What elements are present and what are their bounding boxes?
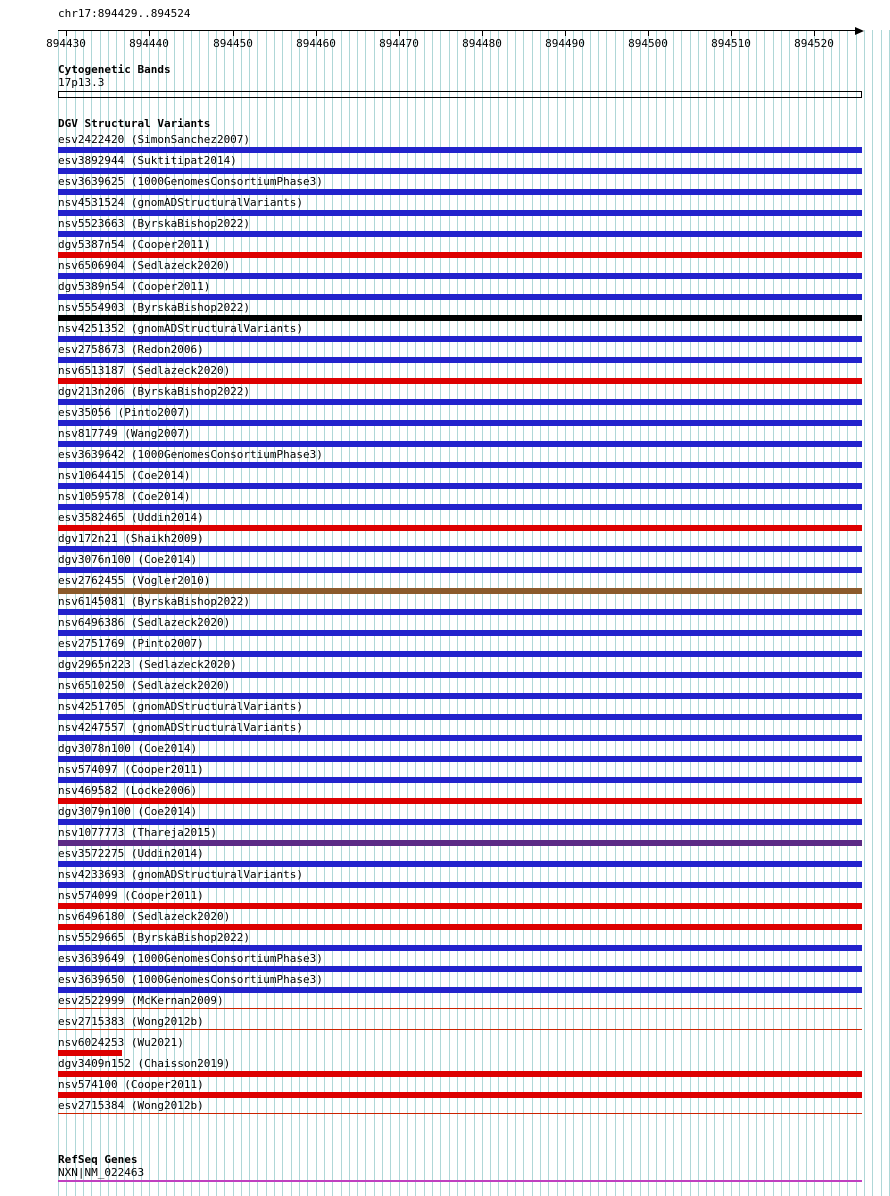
variant-bar[interactable] [58,567,862,573]
variant-label: dgv3078n100 (Coe2014) [58,742,198,755]
variant-bar[interactable] [58,588,862,594]
variant-label: esv2762455 (Vogler2010) [58,574,211,587]
variant-bar[interactable] [58,378,862,384]
variant-bar[interactable] [58,882,862,888]
variant-row [58,763,862,784]
variant-row [58,1078,862,1099]
variant-row [58,133,862,154]
variant-label: nsv469582 (Locke2006) [58,784,198,797]
variant-bar[interactable] [58,462,862,468]
variant-row [58,994,862,1015]
variant-label: esv2522999 (McKernan2009) [58,994,224,1007]
variant-row [58,301,862,322]
variant-bar[interactable] [58,525,862,531]
ruler-tick [316,31,317,36]
variant-bar[interactable] [58,273,862,279]
gridline [881,30,882,1196]
variant-row [58,1099,862,1120]
variant-label: nsv4233693 (gnomADStructuralVariants) [58,868,304,881]
variant-bar[interactable] [58,294,862,300]
ruler-line [58,30,856,31]
variant-row [58,1036,862,1057]
variant-label: esv35056 (Pinto2007) [58,406,191,419]
refseq-track [58,1153,862,1182]
variant-label: dgv2965n223 (Sedlazeck2020) [58,658,237,671]
variant-bar[interactable] [58,210,862,216]
variant-bar[interactable] [58,147,862,153]
variant-bar[interactable] [58,735,862,741]
variant-label: dgv3079n100 (Coe2014) [58,805,198,818]
ruler-tick [233,31,234,36]
variant-row [58,679,862,700]
variant-row [58,700,862,721]
variant-row [58,175,862,196]
variant-row [58,196,862,217]
variant-row [58,742,862,763]
cytoband-track-title: Cytogenetic Bands [58,63,171,76]
variant-bar[interactable] [58,420,862,426]
variant-row [58,406,862,427]
variant-label: dgv172n21 (Shaikh2009) [58,532,204,545]
variant-row [58,511,862,532]
variant-row [58,637,862,658]
variant-bar[interactable] [58,651,862,657]
variant-row [58,658,862,679]
variant-bar[interactable] [58,903,862,909]
variant-bar[interactable] [58,777,862,783]
region-label: chr17:894429..894524 [58,7,191,20]
variant-bar[interactable] [58,924,862,930]
variant-row [58,973,862,994]
variant-label: dgv5389n54 (Cooper2011) [58,280,211,293]
variant-row [58,322,862,343]
variant-label: nsv4251352 (gnomADStructuralVariants) [58,322,304,335]
variant-row [58,532,862,553]
variant-bar[interactable] [58,231,862,237]
variant-bar[interactable] [58,630,862,636]
variant-bar[interactable] [58,945,862,951]
variant-label: esv3582465 (Uddin2014) [58,511,204,524]
variant-label: nsv817749 (Wang2007) [58,427,191,440]
gene-name: NXN|NM_022463 [58,1166,145,1179]
ruler-tick-label: 894470 [379,37,419,50]
gridline [864,30,865,1196]
variant-row [58,910,862,931]
variant-bar[interactable] [58,1092,862,1098]
variant-label: nsv5529665 (ByrskaBishop2022) [58,931,251,944]
variant-bar[interactable] [58,399,862,405]
variant-label: dgv5387n54 (Cooper2011) [58,238,211,251]
variant-row [58,784,862,805]
variant-label: nsv5554903 (ByrskaBishop2022) [58,301,251,314]
variant-bar[interactable] [58,966,862,972]
variant-row [58,574,862,595]
variant-row [58,553,862,574]
variant-label: nsv5523663 (ByrskaBishop2022) [58,217,251,230]
variant-label: esv3639649 (1000GenomesConsortiumPhase3) [58,952,323,965]
ruler-tick [66,31,67,36]
variant-row [58,427,862,448]
variant-row [58,364,862,385]
variant-bar[interactable] [58,168,862,174]
variant-label: esv2422420 (SimonSanchez2007) [58,133,251,146]
variant-label: nsv574097 (Cooper2011) [58,763,204,776]
variant-label: nsv6506904 (Sedlazeck2020) [58,259,231,272]
variant-bar[interactable] [58,672,862,678]
variant-bar[interactable] [58,714,862,720]
variant-bar[interactable] [58,756,862,762]
dgv-variant-list [58,133,862,1120]
gridline [872,30,873,1196]
variant-label: esv2715384 (Wong2012b) [58,1099,204,1112]
variant-bar[interactable] [58,1071,862,1077]
variant-row [58,280,862,301]
variant-row [58,385,862,406]
variant-row [58,259,862,280]
variant-bar[interactable] [58,609,862,615]
variant-row [58,154,862,175]
variant-row [58,952,862,973]
variant-label: dgv3076n100 (Coe2014) [58,553,198,566]
variant-label: esv2715383 (Wong2012b) [58,1015,204,1028]
variant-label: nsv6024253 (Wu2021) [58,1036,184,1049]
variant-label: nsv6510250 (Sedlazeck2020) [58,679,231,692]
variant-row [58,595,862,616]
variant-bar[interactable] [58,357,862,363]
variant-row [58,616,862,637]
ruler-tick [399,31,400,36]
dgv-track [58,117,862,1120]
variant-label: nsv574100 (Cooper2011) [58,1078,204,1091]
variant-bar[interactable] [58,819,862,825]
cytoband-band[interactable] [58,91,862,98]
variant-label: nsv1064415 (Coe2014) [58,469,191,482]
variant-row [58,217,862,238]
variant-bar[interactable] [58,504,862,510]
variant-row [58,868,862,889]
variant-label: esv2758673 (Redon2006) [58,343,204,356]
ruler-tick [731,31,732,36]
variant-bar[interactable] [58,798,862,804]
variant-label: nsv1077773 (Thareja2015) [58,826,217,839]
ruler-tick [482,31,483,36]
variant-bar[interactable] [58,693,862,699]
arrow-right-icon [855,27,864,35]
variant-row [58,847,862,868]
variant-row [58,490,862,511]
variant-label: nsv4531524 (gnomADStructuralVariants) [58,196,304,209]
variant-label: esv3639642 (1000GenomesConsortiumPhase3) [58,448,323,461]
variant-label: esv3639625 (1000GenomesConsortiumPhase3) [58,175,323,188]
variant-label: nsv6496180 (Sedlazeck2020) [58,910,231,923]
ruler-tick-label: 894520 [794,37,834,50]
variant-row [58,238,862,259]
variant-label: nsv6145081 (ByrskaBishop2022) [58,595,251,608]
ruler-tick [648,31,649,36]
variant-row [58,1057,862,1078]
variant-row [58,469,862,490]
variant-label: esv3639650 (1000GenomesConsortiumPhase3) [58,973,323,986]
variant-bar[interactable] [58,483,862,489]
variant-bar[interactable] [58,189,862,195]
variant-bar[interactable] [58,987,862,993]
variant-bar[interactable] [58,1050,122,1056]
variant-row [58,343,862,364]
variant-label: nsv574099 (Cooper2011) [58,889,204,902]
variant-label: esv3572275 (Uddin2014) [58,847,204,860]
variant-label: dgv3409n152 (Chaisson2019) [58,1057,231,1070]
variant-label: nsv6496386 (Sedlazeck2020) [58,616,231,629]
ruler-tick-label: 894450 [213,37,253,50]
ruler-tick [814,31,815,36]
variant-label: nsv4251705 (gnomADStructuralVariants) [58,700,304,713]
variant-row [58,721,862,742]
variant-bar[interactable] [58,861,862,867]
variant-bar[interactable] [58,336,862,342]
refseq-track-title: RefSeq Genes [58,1153,138,1166]
variant-row [58,889,862,910]
variant-bar[interactable] [58,252,862,258]
ruler-tick-label: 894460 [296,37,336,50]
variant-bar[interactable] [58,1113,862,1114]
variant-row [58,1015,862,1036]
variant-row [58,826,862,847]
variant-bar[interactable] [58,840,862,846]
variant-label: dgv213n206 (ByrskaBishop2022) [58,385,251,398]
variant-label: esv3892944 (Suktitipat2014) [58,154,237,167]
variant-label: nsv1059578 (Coe2014) [58,490,191,503]
gene-bar[interactable] [58,1180,862,1182]
variant-bar[interactable] [58,441,862,447]
ruler-tick-label: 894490 [545,37,585,50]
cytoband-track [58,63,862,98]
ruler-tick-label: 894430 [46,37,86,50]
variant-row [58,805,862,826]
ruler-tick-label: 894500 [628,37,668,50]
ruler-tick-label: 894510 [711,37,751,50]
variant-bar[interactable] [58,315,862,321]
ruler-tick [149,31,150,36]
variant-bar[interactable] [58,1029,862,1030]
variant-row [58,931,862,952]
dgv-track-title: DGV Structural Variants [58,117,211,130]
variant-label: nsv6513187 (Sedlazeck2020) [58,364,231,377]
variant-row [58,448,862,469]
variant-bar[interactable] [58,1008,862,1009]
cytoband-name: 17p13.3 [58,76,105,89]
variant-label: nsv4247557 (gnomADStructuralVariants) [58,721,304,734]
ruler-tick-label: 894480 [462,37,502,50]
variant-label: esv2751769 (Pinto2007) [58,637,204,650]
ruler-tick [565,31,566,36]
ruler-tick-label: 894440 [129,37,169,50]
variant-bar[interactable] [58,546,862,552]
